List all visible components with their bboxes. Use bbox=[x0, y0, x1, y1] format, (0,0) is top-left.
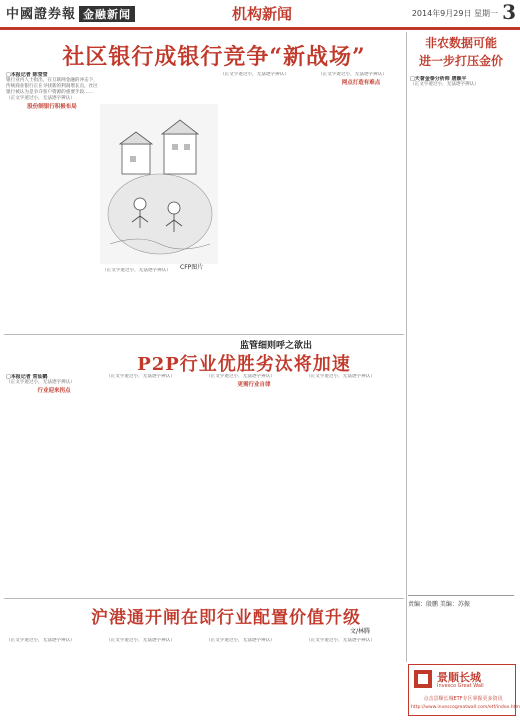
article2-headline[interactable]: P2P行业优胜劣汰将加速 bbox=[137, 354, 351, 375]
ad-brand: 景顺长城 bbox=[437, 671, 481, 684]
article1-col1 bbox=[6, 72, 98, 336]
article3-headline[interactable]: 沪港通开闸在即行业配置价值升级 bbox=[91, 608, 361, 628]
side-article-text: （正文字迹过小，无法逐字辨认） bbox=[410, 82, 479, 87]
section-title: 机构新闻 bbox=[212, 2, 312, 26]
article2-col1 bbox=[6, 374, 102, 594]
ad-slogan: 点击景顺长城ETF专区掌握更多资讯 bbox=[423, 696, 503, 702]
side-article-byline: □天誉金泰分析师 唐颖平 bbox=[410, 76, 467, 82]
article1-col2-text: （正文字迹过小，无法逐字辨认） bbox=[102, 268, 171, 273]
ad-url-link[interactable]: http://www.invescogreatwall.com/etf/index.htm bbox=[411, 705, 520, 710]
article3-col3 bbox=[206, 638, 302, 716]
cartoon-svg bbox=[100, 104, 218, 264]
article3-col1 bbox=[6, 638, 102, 716]
article1-col2b bbox=[220, 72, 312, 336]
article2-kicker: 监管细则呼之欲出 bbox=[239, 341, 312, 351]
article1-col2b-text: （正文字迹过小，无法逐字辨认） bbox=[220, 72, 289, 77]
article1-col3-text: （正文字迹过小，无法逐字辨认） bbox=[318, 72, 387, 77]
article3-byline: 文/林腾 bbox=[350, 628, 371, 635]
author-credit: 责编：殷鹏 美编：苏振 bbox=[408, 595, 514, 609]
article1-col3 bbox=[318, 72, 404, 336]
right-column-divider bbox=[406, 32, 407, 662]
article2-col4 bbox=[306, 374, 404, 594]
article3-col4 bbox=[306, 638, 404, 716]
page-number: 3 bbox=[502, 0, 516, 24]
dateline: 2014年9月29日 星期一 bbox=[411, 9, 498, 18]
article1-col2 bbox=[102, 268, 214, 336]
brand-logo-icon bbox=[413, 669, 433, 689]
side-article-body bbox=[410, 76, 514, 592]
article2-subhead2: 更需行业自律 bbox=[237, 382, 271, 388]
article2-col3 bbox=[206, 374, 302, 594]
section-divider-1 bbox=[4, 334, 404, 335]
masthead bbox=[0, 0, 520, 30]
side-headline-line2: 进一步打压金价 bbox=[418, 54, 503, 68]
article3-col1-text: （正文字迹过小，无法逐字辨认） bbox=[6, 638, 75, 643]
article2-subhead1: 行业迎来拐点 bbox=[37, 388, 71, 394]
article3-col2 bbox=[106, 638, 202, 716]
logo-text: 中國證券報 bbox=[6, 7, 77, 22]
cartoon-illustration bbox=[100, 104, 218, 264]
logo-box: 金融新闻 bbox=[79, 6, 135, 22]
ad-brand-en: Invesco Great Wall bbox=[437, 683, 484, 689]
cartoon-caption: CFP图片 bbox=[180, 264, 204, 271]
article2-col2 bbox=[106, 374, 202, 594]
article1-subhead2: 网点打造有难点 bbox=[341, 80, 381, 86]
article3-col4-text: （正文字迹过小，无法逐字辨认） bbox=[306, 638, 375, 643]
article2-byline: □本报记者 常仙鹤 bbox=[6, 374, 48, 380]
article3-col3-text: （正文字迹过小，无法逐字辨认） bbox=[206, 638, 275, 643]
section-divider-2 bbox=[4, 598, 404, 599]
masthead-rule bbox=[0, 27, 520, 30]
side-headline-line1: 非农数据可能 bbox=[424, 36, 497, 50]
advertisement[interactable] bbox=[408, 664, 520, 716]
article1-headline[interactable]: 社区银行成银行竞争“新战场” bbox=[62, 44, 366, 70]
article1-subhead1: 股份制银行积极布局 bbox=[27, 104, 77, 110]
article1-col1-text: 银行业内人士指出，在互联网金融的冲击下，传统商业银行正在寻找新的利润增长点，社区银行被认为是争夺客户资源的重要手段……（正文字迹过小，无法逐字辨认） bbox=[6, 78, 98, 101]
article2-col1-text: （正文字迹过小，无法逐字辨认） bbox=[6, 380, 75, 385]
side-article-headline[interactable] bbox=[408, 34, 514, 70]
article1-byline: □本报记者 陈莹莹 bbox=[6, 72, 48, 78]
newspaper-logo bbox=[6, 3, 135, 22]
article3-col2-text: （正文字迹过小，无法逐字辨认） bbox=[106, 638, 175, 643]
article2-col3-text: （正文字迹过小，无法逐字辨认） bbox=[206, 374, 275, 379]
article2-col2-text: （正文字迹过小，无法逐字辨认） bbox=[106, 374, 175, 379]
article2-col4-text: （正文字迹过小，无法逐字辨认） bbox=[306, 374, 375, 379]
